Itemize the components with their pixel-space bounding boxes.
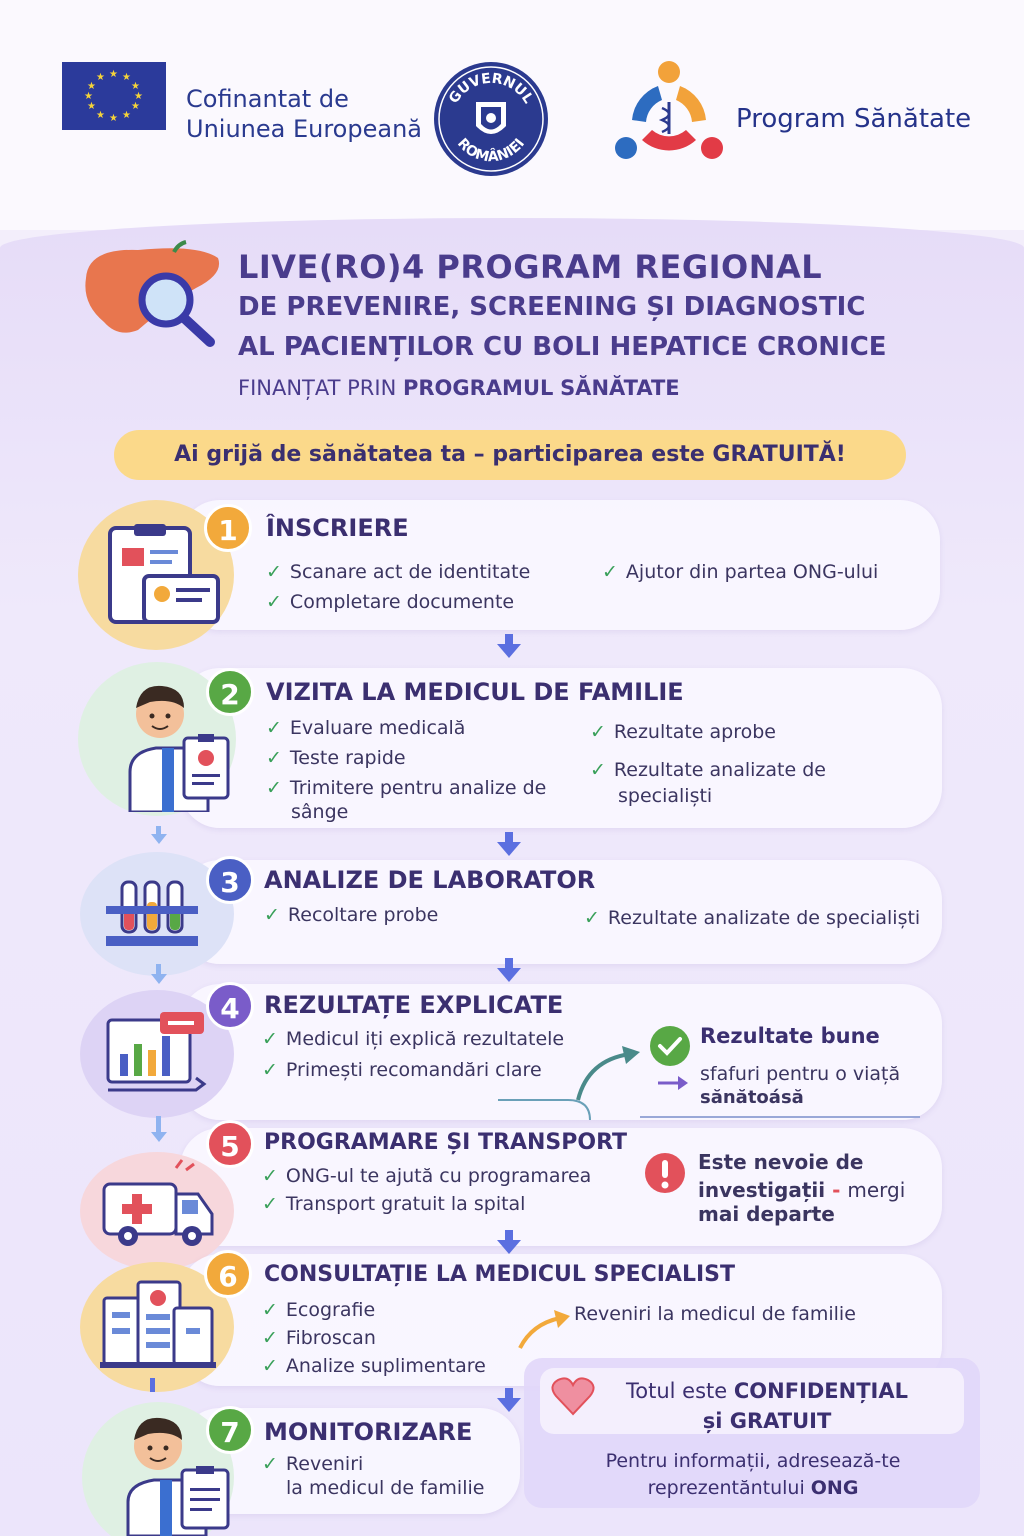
side-arrow-down-icon xyxy=(151,834,167,844)
step-6-item: ✓ Analize suplimentare xyxy=(262,1354,486,1378)
test-tubes-rack-icon xyxy=(102,876,202,952)
heart-icon xyxy=(550,1376,596,1416)
flow-arrow-stem xyxy=(505,958,513,968)
side-arrow-down-icon xyxy=(151,1132,167,1142)
flow-arrow-stem xyxy=(505,1388,513,1398)
step-3-item: ✓ Recoltare probe xyxy=(264,903,438,927)
check-circle-icon xyxy=(648,1024,692,1068)
return-arrow-icon xyxy=(516,1306,572,1352)
alert-exclamation-icon xyxy=(644,1152,686,1194)
step-1-number: 1 xyxy=(204,504,252,552)
hospital-clinic-icon xyxy=(98,1278,218,1370)
step-5-item: ✓ Transport gratuit la spital xyxy=(262,1192,525,1216)
step-5-title: PROGRAMARE ȘI TRANSPORT xyxy=(264,1130,628,1155)
step-1-item: ✓ Completare documente xyxy=(266,590,514,614)
side-arrow-stem xyxy=(156,1116,161,1132)
program-title-line-3: AL PACIENȚILOR CU BOLI HEPATICE CRONICE xyxy=(238,332,887,362)
step-4-item: ✓ Medicul iți explică rezultatele xyxy=(262,1027,564,1051)
step-2-item: ✓ Trimitere pentru analize de xyxy=(266,776,546,800)
government-seal-icon xyxy=(432,60,550,178)
side-arrow-stem xyxy=(156,964,161,974)
return-to-family-doctor-text: Reveniri la medicul de familie xyxy=(574,1303,856,1325)
confidential-text: Totul este CONFIDENȚIAL și GRATUIT xyxy=(626,1379,908,1433)
liver-magnifier-icon xyxy=(78,238,228,348)
step-1-title: ÎNSCRIERE xyxy=(266,514,409,542)
flow-arrow-stem xyxy=(505,634,513,644)
side-arrow-stem xyxy=(156,826,161,834)
program-sanatate-label: Program Sănătate xyxy=(736,104,972,134)
clipboard-id-card-icon xyxy=(104,522,222,626)
free-participation-banner: Ai grijă de sănătatea ta – participarea este GRATUITĂ! xyxy=(114,430,906,480)
step-5-item: ✓ ONG-ul te ajută cu programarea xyxy=(262,1164,591,1188)
step-4-item: ✓ Primești recomandări clare xyxy=(262,1058,542,1082)
step-2-item-continued: sânge xyxy=(291,801,349,823)
alert-line-2: investigații - mergi xyxy=(698,1178,906,1202)
step-3-title: ANALIZE DE LABORATOR xyxy=(264,866,596,894)
flow-arrow-down-icon xyxy=(497,1240,521,1254)
step-6-item: ✓ Fibroscan xyxy=(262,1326,376,1350)
program-title-line-2: DE PREVENIRE, SCREENING ȘI DIAGNOSTIC xyxy=(238,292,866,322)
step-7-number: 7 xyxy=(206,1406,254,1454)
contact-info-text: Pentru informații, adresează-te reprezentăntului ONG xyxy=(605,1450,901,1499)
step-2-item: ✓ Evaluare medicală xyxy=(266,716,465,740)
step-2-item: ✓ Teste rapide xyxy=(266,746,406,770)
step-2-title: VIZITA LA MEDICUL DE FAMILIE xyxy=(266,678,684,706)
side-arrow-stem xyxy=(150,1378,155,1392)
step-4-number: 4 xyxy=(206,982,254,1030)
flow-arrow-down-icon xyxy=(497,644,521,658)
alert-line-1: Este nevoie de xyxy=(698,1150,864,1174)
step-7-title: MONITORIZARE xyxy=(264,1418,473,1446)
eu-cofinancing-text: Cofinantat de Uniunea Europeană xyxy=(186,85,422,143)
step-2-item-continued: specialiști xyxy=(618,785,713,807)
divider-line xyxy=(640,1116,920,1118)
ambulance-icon xyxy=(98,1158,218,1250)
step-1-item: ✓ Scanare act de identitate xyxy=(266,560,530,584)
seal-top-text: GUVERNUL xyxy=(445,70,537,107)
good-results-title: Rezultate bune xyxy=(700,1024,880,1048)
step-5-number: 5 xyxy=(206,1120,254,1168)
flow-arrow-down-icon xyxy=(497,968,521,982)
flow-arrow-stem xyxy=(505,1230,513,1240)
seal-bottom-text: ROMÂNIEI xyxy=(453,135,528,166)
alert-line-3: mai departe xyxy=(698,1202,835,1226)
step-7-item-continued: la medicul de familie xyxy=(286,1477,485,1499)
step-6-number: 6 xyxy=(204,1250,252,1298)
results-chart-icon xyxy=(104,1010,208,1098)
program-funding-line: FINANȚAT PRIN PROGRAMUL SĂNĂTATE xyxy=(238,376,680,400)
step-2-item: ✓ Rezultate analizate de xyxy=(590,758,826,782)
step-6-title: CONSULTAȚIE LA MEDICUL SPECIALIST xyxy=(264,1262,736,1287)
eu-flag-icon: ★ ★ ★ ★ ★ ★ ★ ★ ★ ★ ★ ★ xyxy=(62,62,166,130)
step-7-item: ✓ Reveniri xyxy=(262,1452,363,1476)
arrow-right-icon xyxy=(656,1074,690,1092)
side-arrow-down-icon xyxy=(151,974,167,984)
step-1-item: ✓ Ajutor din partea ONG-ului xyxy=(602,560,878,584)
good-results-advice-line-1: sfafuri pentru o viață xyxy=(700,1063,901,1085)
program-sanatate-logo-icon xyxy=(612,60,726,164)
step-3-number: 3 xyxy=(206,856,254,904)
step-4-title: REZULTAȚE EXPLICATE xyxy=(264,991,564,1019)
program-title-line-1: LIVE(RO)4 PROGRAM REGIONAL xyxy=(238,248,823,286)
step-2-number: 2 xyxy=(206,668,254,716)
flow-arrow-down-icon xyxy=(497,842,521,856)
flow-arrow-stem xyxy=(505,832,513,842)
step-6-item: ✓ Ecografie xyxy=(262,1298,375,1322)
good-results-advice-line-2: sănătoásă xyxy=(700,1087,804,1108)
branch-arrow-icon xyxy=(498,1042,644,1122)
flow-arrow-down-icon xyxy=(497,1398,521,1412)
step-2-item: ✓ Rezultate aprobe xyxy=(590,720,776,744)
step-3-item: ✓ Rezultate analizate de specialiști xyxy=(584,906,920,930)
